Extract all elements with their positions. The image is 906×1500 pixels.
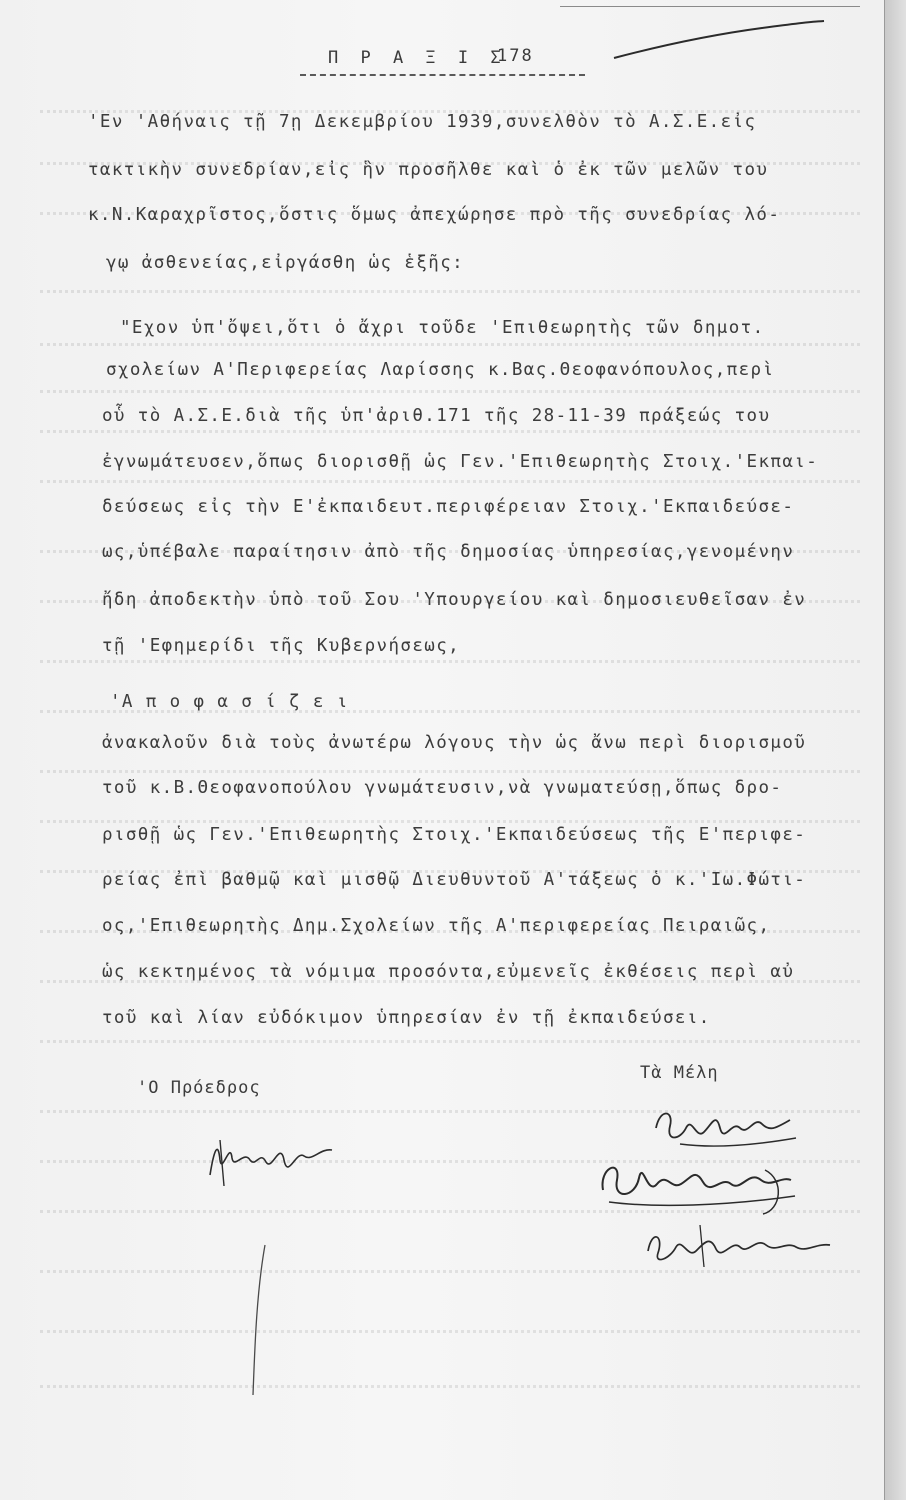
body-line: ἐγνωμάτευσεν,ὅπως διορισθῇ ὡς Γεν.'Επιθεωρητὴς Στοιχ.'Εκπαι- [102,452,819,472]
body-line: τοῦ καὶ λίαν εὐδόκιμον ὑπηρεσίαν ἐν τῇ ἐκπαιδεύσει. [102,1008,711,1028]
body-line: σχολείων Α'Περιφερείας Λαρίσσης κ.Βας.Θεοφανόπουλος,περὶ [106,360,775,380]
body-line: γῳ ἀσθενείας,εἰργάσθη ὡς ἑξῆς: [106,253,465,273]
body-line: ρείας ἐπὶ βαθμῷ καὶ μισθῷ Διευθυντοῦ Α'τάξεως ὁ κ.'Ιω.Φώτι- [102,870,807,890]
body-line: "Εχον ὑπ'ὄψει,ὅτι ὁ ἄχρι τοῦδε 'Επιθεωρητὴς τῶν δημοτ. [120,318,765,338]
decision-heading: 'Α π ο φ α σ ί ζ ε ι [110,692,349,712]
member-signature-3 [640,1215,840,1275]
body-line: 'Εν 'Αθήναις τῇ 7ῃ Δεκεμβρίου 1939,συνελθὸν τὸ Α.Σ.Ε.εἰς [88,112,757,132]
body-line: δεύσεως εἰς τὴν Ε'ἐκπαιδευτ.περιφέρειαν Στοιχ.'Εκπαιδεύσε- [102,497,795,517]
body-line: ἤδη ἀποδεκτὴν ὑπὸ τοῦ Σου 'Υπουργείου καὶ δημοσιευθεῖσαν ἐν [102,590,807,610]
president-signature [200,1120,340,1190]
body-line: τοῦ κ.Β.Θεοφανοπούλου γνωμάτευσιν,νὰ γνωματεύσῃ,ὅπως δρο- [102,778,783,798]
act-number: 178 [497,46,534,66]
body-line: ως,ὑπέβαλε παραίτησιν ἀπὸ τῆς δημοσίας ὑπηρεσίας,γενομένην [102,542,795,562]
body-line: ἀνακαλοῦν διὰ τοὺς ἀνωτέρω λόγους τὴν ὡς ἄνω περὶ διορισμοῦ [102,733,807,753]
body-line: ρισθῇ ὡς Γεν.'Επιθεωρητὴς Στοιχ.'Εκπαιδεύσεως τῆς Ε'περιφε- [102,825,807,845]
body-line: ος,'Επιθεωρητὴς Δημ.Σχολείων τῆς Α'περιφερείας Πειραιῶς, [102,916,771,936]
member-signature-2 [595,1150,805,1220]
body-line: τῇ 'Εφημερίδι τῆς Κυβερνήσεως, [102,636,461,656]
members-label: Τὰ Μέλη [640,1063,719,1083]
body-line: οὗ τὸ Α.Σ.Ε.διὰ τῆς ὑπ'ἀριθ.171 τῆς 28-11-39 πράξεώς του [102,406,771,426]
pen-stroke [612,18,827,68]
body-line: τακτικὴν συνεδρίαν,εἰς ἣν προσῆλθε καὶ ὁ ἐκ τῶν μελῶν του [88,160,769,180]
body-line: ὡς κεκτημένος τὰ νόμιμα προσόντα,εὐμενεῖς ἐκθέσεις περὶ αὐ [102,962,795,982]
document-title: Π Ρ Α Ξ Ι Σ [328,48,507,68]
president-label: 'Ο Πρόεδρος [137,1078,261,1098]
member-signature-1 [650,1098,800,1158]
margin-pen-mark [245,1240,275,1400]
page-edge [884,0,906,1500]
header-rule-fragment [560,0,860,7]
title-underline [300,74,585,76]
body-line: κ.Ν.Καραχρῖστος,ὅστις ὅμως ἀπεχώρησε πρὸ τῆς συνεδρίας λό- [88,205,781,225]
